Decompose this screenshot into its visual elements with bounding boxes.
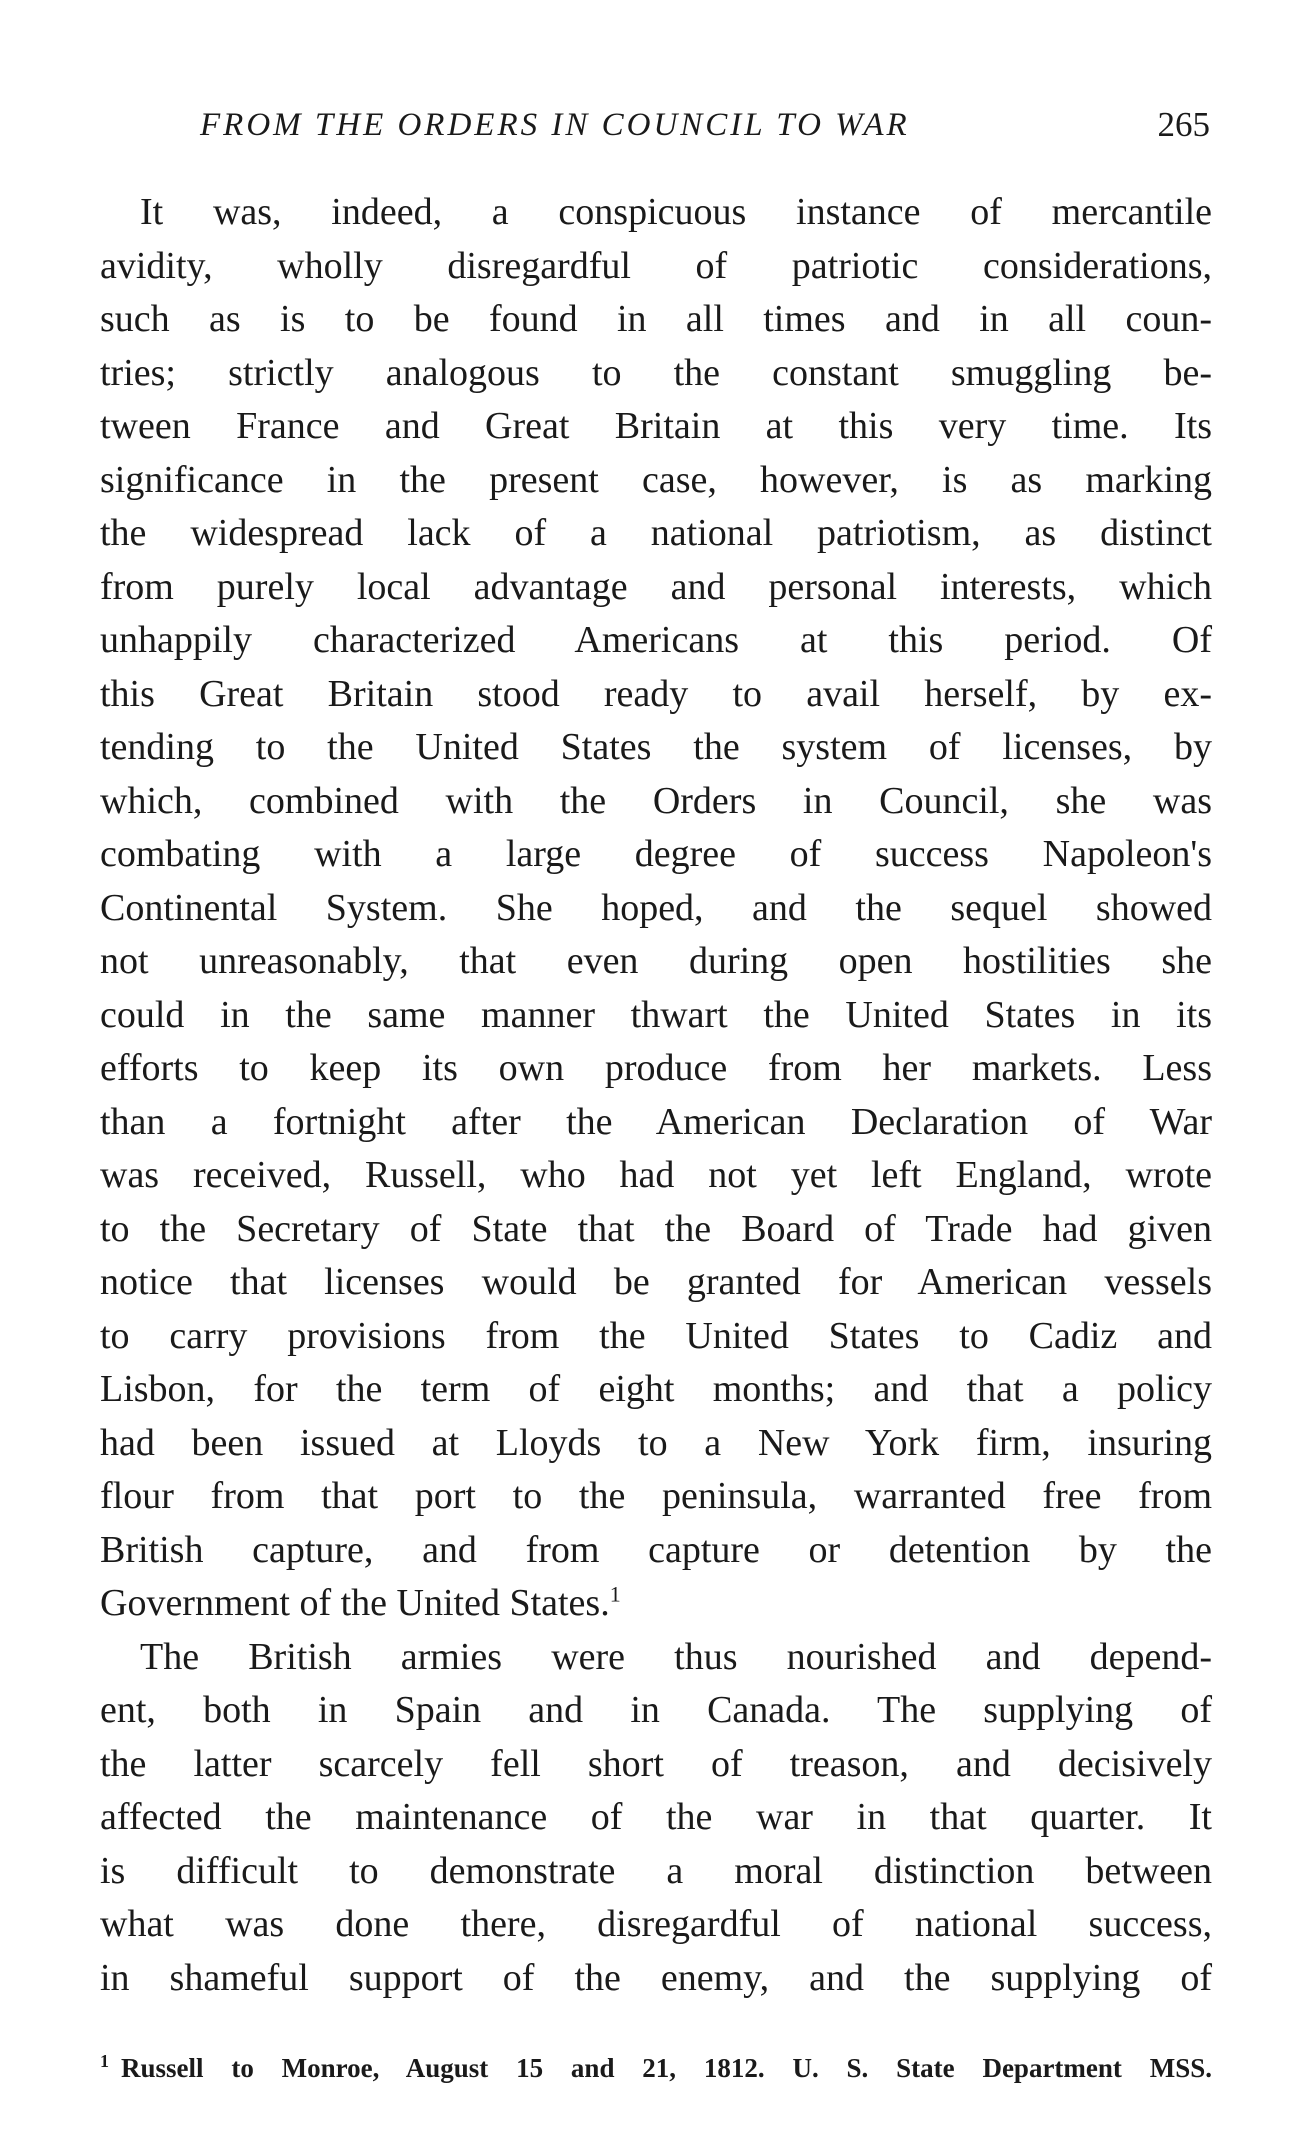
text-line: significance in the present case, however, is as marking: [100, 458, 1212, 501]
text-line: such as is to be found in all times and in all coun-: [100, 298, 1212, 340]
text-line: avidity, wholly disregardful of patriotic considerations,: [100, 244, 1212, 287]
body-text: [100, 186, 1212, 2005]
text-line: what was done there, disregardful of national success,: [100, 1903, 1212, 1945]
text-line: tries; strictly analogous to the constant smuggling be-: [100, 351, 1212, 394]
text-line: the latter scarcely fell short of treason, and decisively: [100, 1742, 1212, 1785]
running-title: FROM THE ORDERS IN COUNCIL TO WAR: [200, 107, 910, 143]
text-line: was received, Russell, who had not yet left England, wrote: [100, 1154, 1212, 1196]
text-line: Continental System. She hoped, and the sequel showed: [100, 886, 1212, 929]
text-line: from purely local advantage and personal interests, which: [100, 565, 1212, 608]
text-line: notice that licenses would be granted for American vessels: [100, 1261, 1212, 1303]
text-line: not unreasonably, that even during open hostilities she: [100, 940, 1212, 982]
text-line: the widespread lack of a national patriotism, as distinct: [100, 512, 1212, 554]
text-line: which, combined with the Orders in Council, she was: [100, 779, 1212, 822]
text-line: had been issued at Lloyds to a New York firm, insuring: [100, 1421, 1212, 1464]
text-line: could in the same manner thwart the United States in its: [100, 993, 1212, 1036]
text-line: Lisbon, for the term of eight months; and that a policy: [100, 1368, 1212, 1410]
footnote-reference: 1: [609, 1581, 621, 1607]
page-header: [200, 100, 1210, 150]
text-line: efforts to keep its own produce from her markets. Less: [100, 1047, 1212, 1089]
text-line: to carry provisions from the United States to Cadiz and: [100, 1314, 1212, 1357]
text-line: British capture, and from capture or detention by the: [100, 1528, 1212, 1571]
footnote-marker: 1: [100, 2051, 109, 2071]
text-line: ent, both in Spain and in Canada. The supplying of: [100, 1689, 1212, 1731]
text-line: The British armies were thus nourished and depend-: [140, 1635, 1212, 1678]
text-line: this Great Britain stood ready to avail herself, by ex-: [100, 672, 1212, 715]
text-line: to the Secretary of State that the Board of Trade had given: [100, 1207, 1212, 1250]
text-line: It was, indeed, a conspicuous instance of mercantile: [140, 191, 1212, 233]
text-line: tending to the United States the system of licenses, by: [100, 726, 1212, 768]
text-line: tween France and Great Britain at this very time. Its: [100, 405, 1212, 447]
text-line: than a fortnight after the American Declaration of War: [100, 1100, 1212, 1143]
text-line: [100, 1577, 1212, 1631]
text-line: unhappily characterized Americans at this period. Of: [100, 619, 1212, 661]
text-line: combating with a large degree of success Napoleon's: [100, 833, 1212, 875]
text-line: flour from that port to the peninsula, warranted free from: [100, 1475, 1212, 1517]
footnote: [100, 2048, 1212, 2088]
footnote-text: Russell to Monroe, August 15 and 21, 1812. U. S. State Department MSS.: [121, 2053, 1212, 2083]
text-line-content: Government of the United States.: [100, 1582, 610, 1624]
text-line: is difficult to demonstrate a moral distinction between: [100, 1849, 1212, 1892]
text-line: affected the maintenance of the war in that quarter. It: [100, 1796, 1212, 1838]
text-line: in shameful support of the enemy, and the supplying of: [100, 1956, 1212, 1999]
page-number: 265: [1157, 105, 1210, 144]
